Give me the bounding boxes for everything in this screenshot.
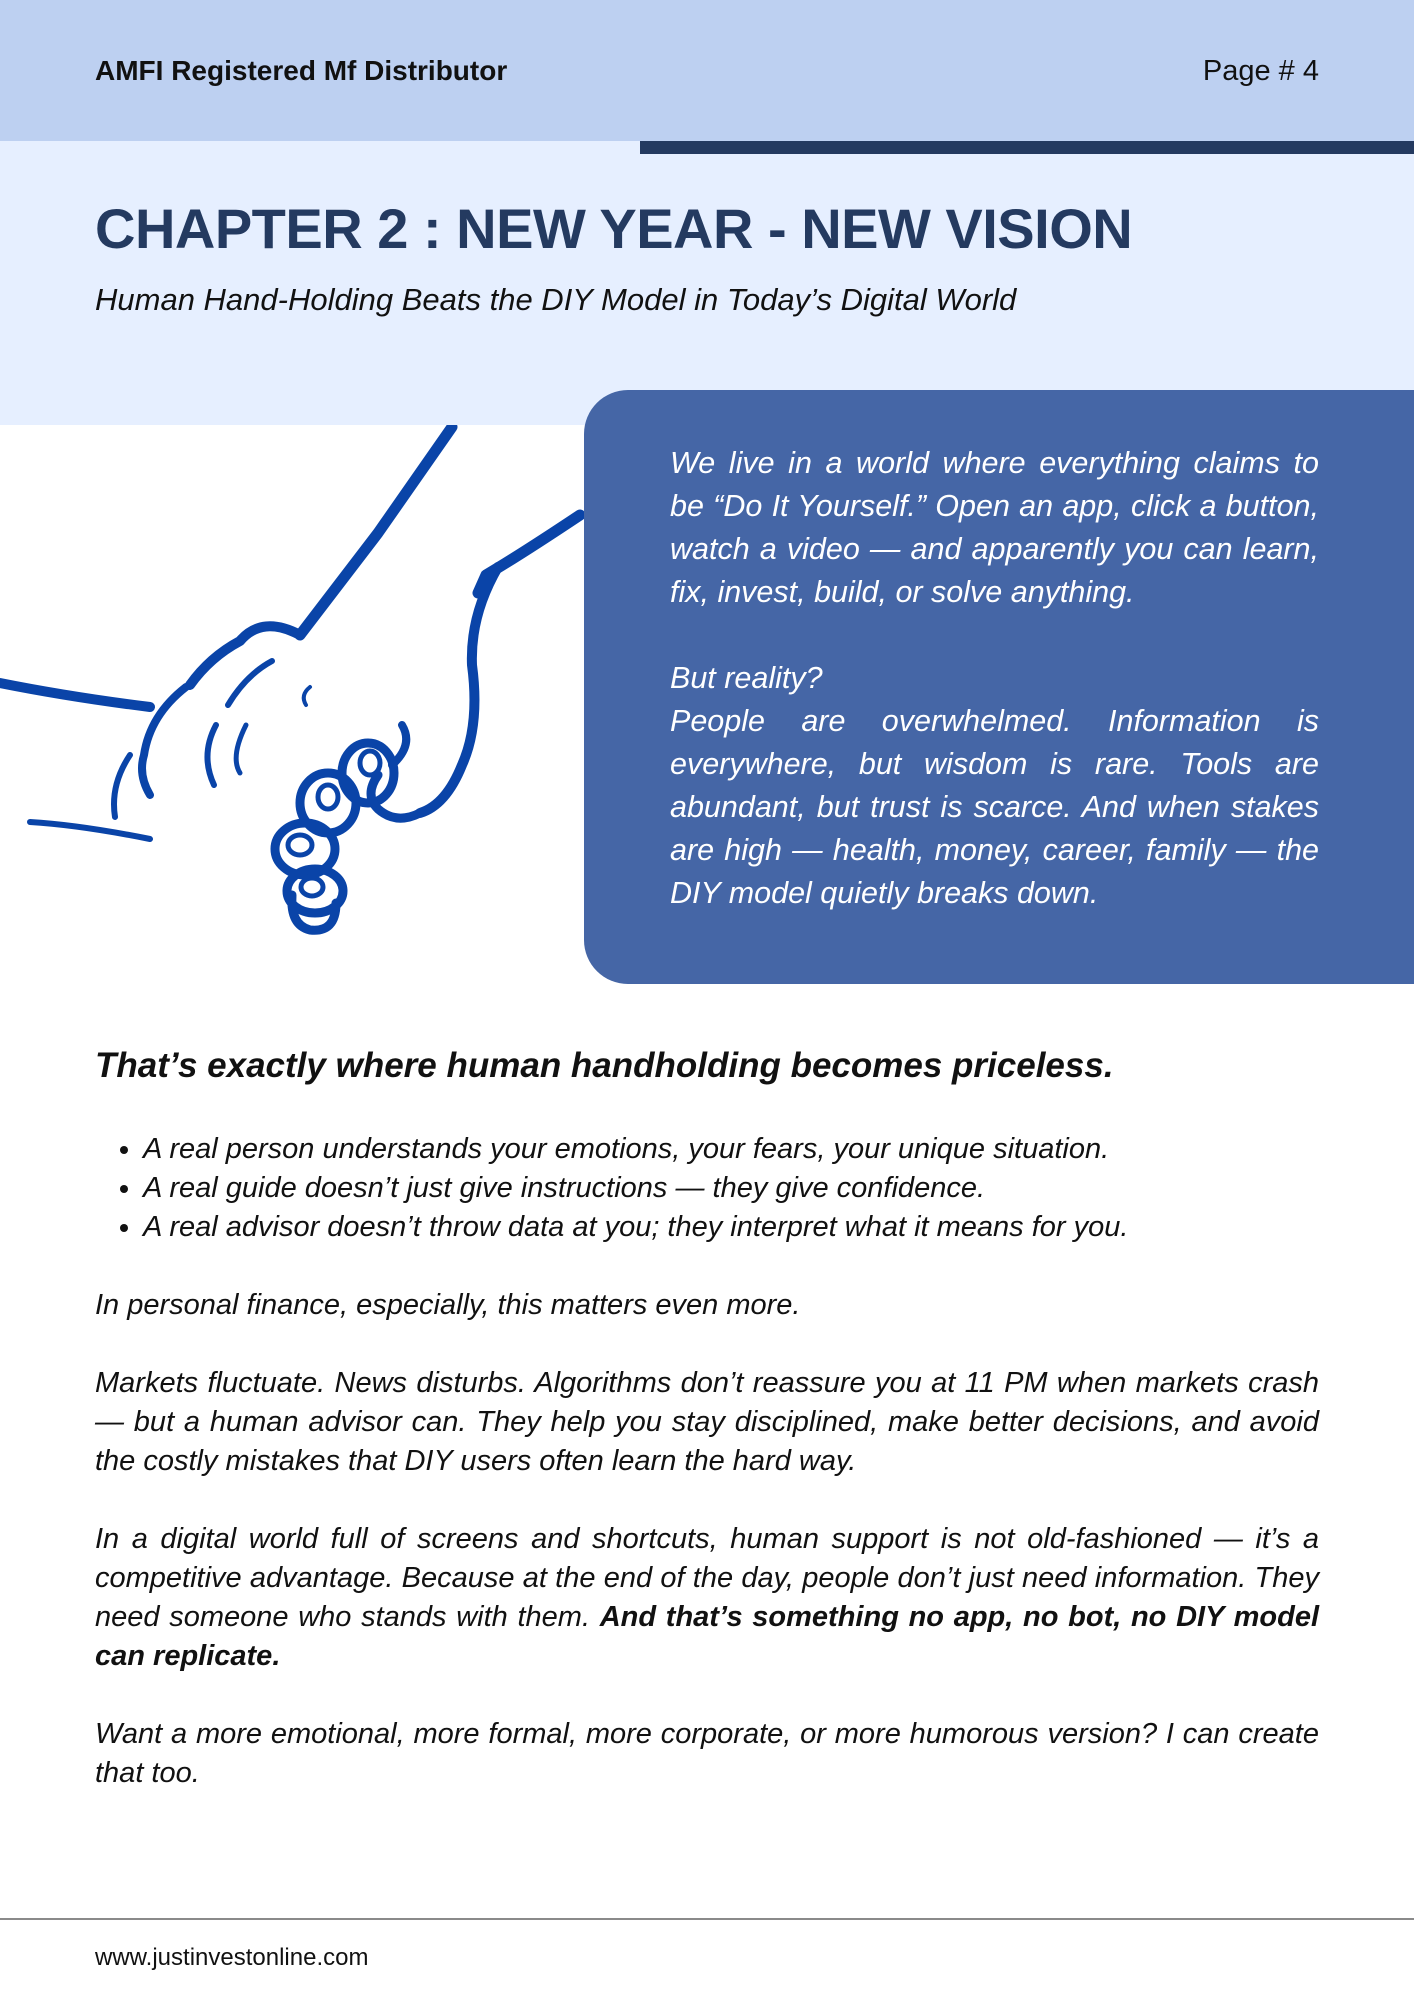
list-item: • A real advisor doesn’t throw data at you; they interpret what it means for you. <box>143 1208 1319 1247</box>
page-number: Page # 4 <box>1202 55 1319 87</box>
section-heading: That’s exactly where human handholding becomes priceless. <box>95 1046 1114 1085</box>
chapter-title: CHAPTER 2 : NEW YEAR - NEW VISION <box>95 197 1133 260</box>
list-item: • A real person understands your emotions, your fears, your unique situation. <box>143 1130 1319 1169</box>
footer-url: www.justinvestonline.com <box>95 1944 369 1971</box>
list-item: • A real guide doesn’t just give instructions — they give confidence. <box>143 1169 1319 1208</box>
footer-divider <box>0 1918 1414 1920</box>
digital-text: In a digital world full of screens and shortcuts, human support is not old-fashioned — it’s a competitive advantage. Because at the end of the day, people don’t just need information. They need someone who stands with them. <box>95 1523 1319 1633</box>
bullet-list <box>95 1130 1319 1247</box>
digital-bold-text: And that’s something no app, no bot, no DIY model can replicate. <box>95 1601 1319 1672</box>
finance-paragraph: In personal finance, especially, this matters even more. <box>95 1289 801 1321</box>
reality-paragraph: People are overwhelmed. Information is everywhere, but wisdom is rare. Tools are abundant, but trust is scarce. And when stakes are high — health, money, career, family — the DIY model quietly breaks down. <box>670 704 1319 910</box>
reality-lead: But reality? <box>670 661 823 695</box>
holding-hands-icon <box>0 425 590 945</box>
main-content <box>95 1040 1319 1832</box>
chapter-subtitle: Human Hand-Holding Beats the DIY Model in Today’s Digital World <box>95 282 1017 317</box>
markets-paragraph: Markets fluctuate. News disturbs. Algorithms don’t reassure you at 11 PM when markets crash — but a human advisor can. They help you stay disciplined, make better decisions, and avoid the costly mistakes that DIY users often learn the hard way. <box>95 1367 1319 1477</box>
closing-paragraph: Want a more emotional, more formal, more corporate, or more humorous version? I can create that too. <box>95 1718 1319 1789</box>
accent-bar <box>640 141 1414 154</box>
intro-paragraph: We live in a world where everything claims to be “Do It Yourself.” Open an app, click a button, watch a video — and apparently you can learn, fix, invest, build, or solve anything. <box>670 446 1319 609</box>
distributor-label: AMFI Registered Mf Distributor <box>95 55 508 86</box>
page-header <box>0 0 1414 141</box>
intro-quote-box <box>584 390 1414 984</box>
digital-paragraph <box>95 1520 1319 1676</box>
